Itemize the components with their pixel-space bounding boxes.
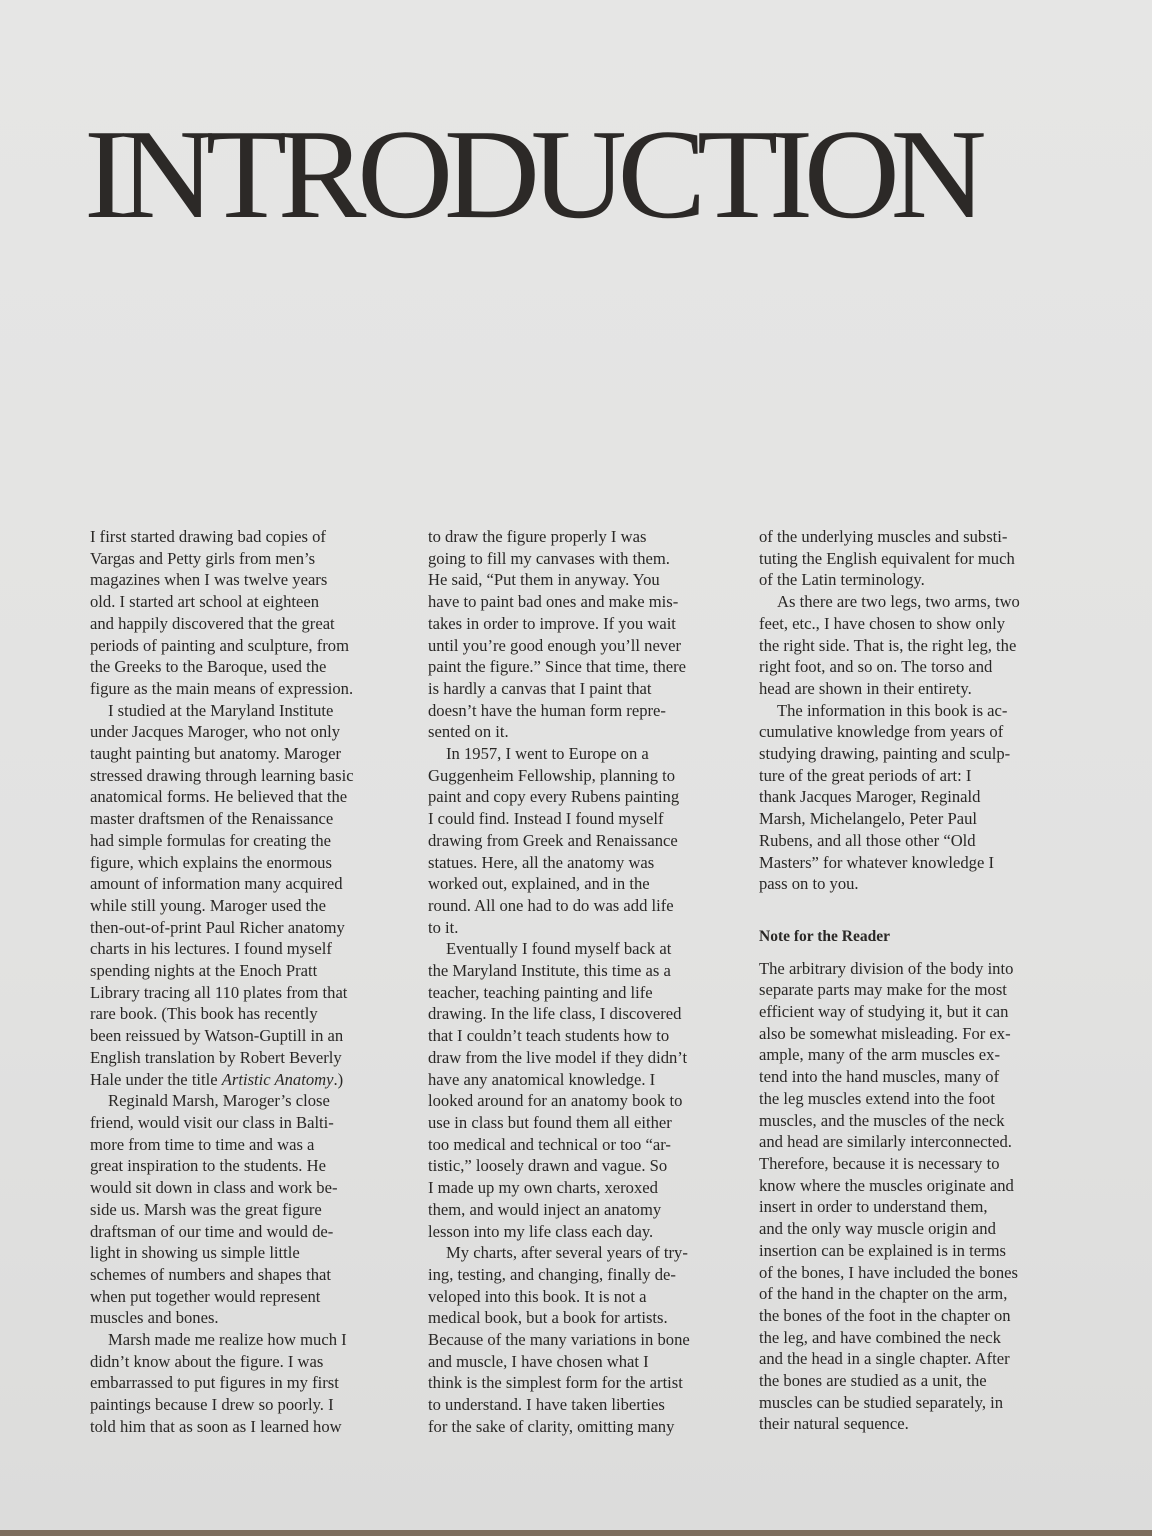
text-line: and happily discovered that the great [90,613,335,633]
text-line: use in class but found them all either [428,1112,672,1132]
text-line: efficient way of studying it, but it can [759,1002,1009,1022]
text-line: when put together would represent [90,1286,321,1306]
text-line: Reginald Marsh, Maroger’s close [108,1091,330,1111]
text-line: drawing. In the life class, I discovered [428,1004,682,1024]
text-line: embarrassed to put figures in my first [90,1373,339,1393]
text-line: charts in his lectures. I found myself [90,939,332,959]
paragraph [90,1090,402,1329]
text-line: old. I started art school at eighteen [90,592,320,612]
text-line: too medical and technical or too “ar- [428,1134,671,1154]
book-title: Artistic Anatomy [221,1069,334,1089]
text-line: great inspiration to the students. He [90,1156,326,1176]
text-line: going to fill my canvases with them. [428,548,670,568]
text-line: Masters” for whatever knowledge I [759,852,994,872]
text-line: to draw the figure properly I was [428,527,647,546]
text-line: ture of the great periods of art: I [759,765,972,785]
text-line: that I couldn’t teach students how to [428,1026,670,1046]
text-line: didn’t know about the figure. I was [90,1351,324,1371]
text-line: have any anatomical knowledge. I [428,1069,656,1089]
text-line: lesson into my life class each day. [428,1221,654,1241]
text-line: Library tracing all 110 plates from that [90,982,348,1002]
text-line: head are shown in their entirety. [759,678,972,698]
text-line: cumulative knowledge from years of [759,722,1004,742]
text-line: while still young. Maroger used the [90,895,326,915]
text-line: Rubens, and all those other “Old [759,830,976,850]
text-line: thank Jacques Maroger, Reginald [759,787,981,807]
text-line: tistic,” loosely drawn and vague. So [428,1156,668,1176]
paragraph [759,591,1071,700]
text-line: figure as the main means of expression. [90,678,354,698]
text-line: feet, etc., I have chosen to show only [759,613,1006,633]
text-line: I first started drawing bad copies of [90,527,326,546]
text-line: of the bones, I have included the bones [759,1262,1018,1282]
paragraph [759,700,1071,895]
column-3-paragraphs [759,526,1071,895]
text-line: statues. Here, all the anatomy was [428,852,655,872]
text-line: and the only way muscle origin and [759,1219,996,1239]
text-line: paintings because I drew so poorly. I [90,1395,334,1415]
text-line: takes in order to improve. If you wait [428,613,676,633]
text-line: ing, testing, and changing, finally de- [428,1264,676,1284]
text-line: the leg muscles extend into the foot [759,1088,995,1108]
text-line: doesn’t have the human form repre- [428,700,666,720]
text-line: muscles can be studied separately, in [759,1392,1004,1412]
text-line: looked around for an anatomy book to [428,1091,683,1111]
text-line: until you’re good enough you’ll never [428,635,681,655]
text-line: muscles, and the muscles of the neck [759,1110,1005,1130]
text-line: and muscle, I have chosen what I [428,1351,649,1371]
text-line: friend, would visit our class in Balti- [90,1112,334,1132]
text-line: would sit down in class and work be- [90,1178,338,1198]
text-line: the right side. That is, the right leg, the [759,635,1017,655]
text-column-1 [90,526,402,1438]
text-line: sented on it. [428,722,509,742]
text-line: The arbitrary division of the body into [759,958,1014,978]
text-line: ample, many of the arm muscles ex- [759,1045,1000,1065]
page-title: INTRODUCTION [84,103,978,245]
text-line: them, and would inject an anatomy [428,1199,662,1219]
book-title-suffix: .) [333,1069,344,1089]
paragraph [90,526,402,700]
text-line: figure, which explains the enormous [90,852,332,872]
note-paragraph [759,958,1071,1435]
text-line: schemes of numbers and shapes that [90,1264,332,1284]
paragraph [90,1329,402,1438]
text-line: drawing from Greek and Renaissance [428,830,678,850]
text-line: the Maryland Institute, this time as a [428,961,671,981]
text-line: of the hand in the chapter on the arm, [759,1284,1008,1304]
text-line: of the Latin terminology. [759,570,925,590]
text-line: muscles and bones. [90,1308,219,1328]
text-line: under Jacques Maroger, who not only [90,722,341,742]
text-line: amount of information many acquired [90,874,343,894]
text-line: the bones of the foot in the chapter on [759,1305,1011,1325]
text-column-2 [428,526,740,1438]
text-line: had simple formulas for creating the [90,830,331,850]
paragraph [428,526,740,743]
text-line: been reissued by Watson-Guptill in an [90,1026,344,1046]
text-line: tend into the hand muscles, many of [759,1067,1000,1087]
text-line: to understand. I have taken liberties [428,1395,665,1415]
text-line: Vargas and Petty girls from men’s [90,548,316,568]
text-line: light in showing us simple little [90,1243,300,1263]
text-line: Marsh, Michelangelo, Peter Paul [759,809,977,829]
text-line: anatomical forms. He believed that the [90,787,348,807]
text-line: teacher, teaching painting and life [428,982,653,1002]
text-line: know where the muscles originate and [759,1175,1014,1195]
text-line: tuting the English equivalent for much [759,548,1015,568]
text-line: taught painting but anatomy. Maroger [90,744,341,764]
text-line: master draftsmen of the Renaissance [90,809,334,829]
text-line: stressed drawing through learning basic [90,765,354,785]
text-line: I could find. Instead I found myself [428,809,664,829]
text-line: the bones are studied as a unit, the [759,1371,987,1391]
text-line: then-out-of-print Paul Richer anatomy [90,917,345,937]
text-line: and the head in a single chapter. After [759,1349,1010,1369]
text-line: periods of painting and sculpture, from [90,635,349,655]
text-line: draw from the live model if they didn’t [428,1047,688,1067]
text-line: Eventually I found myself back at [446,939,672,959]
text-line: side us. Marsh was the great figure [90,1199,322,1219]
text-line: magazines when I was twelve years [90,570,328,590]
text-line: pass on to you. [759,874,859,894]
paragraph [428,938,740,1242]
text-line: for the sake of clarity, omitting many [428,1416,675,1436]
text-line: spending nights at the Enoch Pratt [90,961,318,981]
paragraph [428,1242,740,1437]
text-line: separate parts may make for the most [759,980,1007,1000]
paragraph [428,743,740,938]
text-line: of the underlying muscles and substi- [759,527,1008,546]
page-bottom-edge [0,1530,1152,1536]
text-line: He said, “Put them in anyway. You [428,570,660,590]
text-line: paint and copy every Rubens painting [428,787,680,807]
text-line: medical book, but a book for artists. [428,1308,668,1328]
text-line: I studied at the Maryland Institute [108,700,334,720]
text-line: As there are two legs, two arms, two [777,592,1020,612]
text-line: Hale under the title Artistic Anatomy.) [90,1069,344,1089]
text-line: worked out, explained, and in the [428,874,650,894]
text-line: more from time to time and was a [90,1134,315,1154]
paragraph [90,700,402,1091]
text-line: have to paint bad ones and make mis- [428,592,679,612]
text-line: also be somewhat misleading. For ex- [759,1023,1011,1043]
paragraph [759,526,1071,591]
text-line: the Greeks to the Baroque, used the [90,657,327,677]
text-line: rare book. (This book has recently [90,1004,318,1024]
text-line: English translation by Robert Beverly [90,1047,342,1067]
text-line: studying drawing, painting and sculp- [759,744,1011,764]
note-heading: Note for the Reader [759,927,890,945]
text-line: is hardly a canvas that I paint that [428,678,652,698]
text-line: The information in this book is ac- [777,700,1008,720]
text-line: round. All one had to do was add life [428,895,674,915]
text-line: In 1957, I went to Europe on a [446,744,649,764]
text-line: draftsman of our time and would de- [90,1221,334,1241]
text-line: and head are similarly interconnected. [759,1132,1012,1152]
text-line: to it. [428,917,459,937]
text-line: veloped into this book. It is not a [428,1286,647,1306]
text-line: paint the figure.” Since that time, there [428,657,687,677]
text-line: think is the simplest form for the artist [428,1373,683,1393]
text-line: I made up my own charts, xeroxed [428,1178,658,1198]
text-line: the leg, and have combined the neck [759,1327,1001,1347]
text-column-3 [759,526,1071,1435]
text-line: told him that as soon as I learned how [90,1416,342,1436]
text-line: insert in order to understand them, [759,1197,988,1217]
text-line: insertion can be explained is in terms [759,1240,1006,1260]
text-line: Marsh made me realize how much I [108,1330,347,1350]
text-line: their natural sequence. [759,1414,909,1434]
text-line: Therefore, because it is necessary to [759,1153,1000,1173]
text-line: Because of the many variations in bone [428,1330,690,1350]
text-line: right foot, and so on. The torso and [759,657,993,677]
text-line: My charts, after several years of try- [446,1243,688,1263]
text-line: Guggenheim Fellowship, planning to [428,765,676,785]
